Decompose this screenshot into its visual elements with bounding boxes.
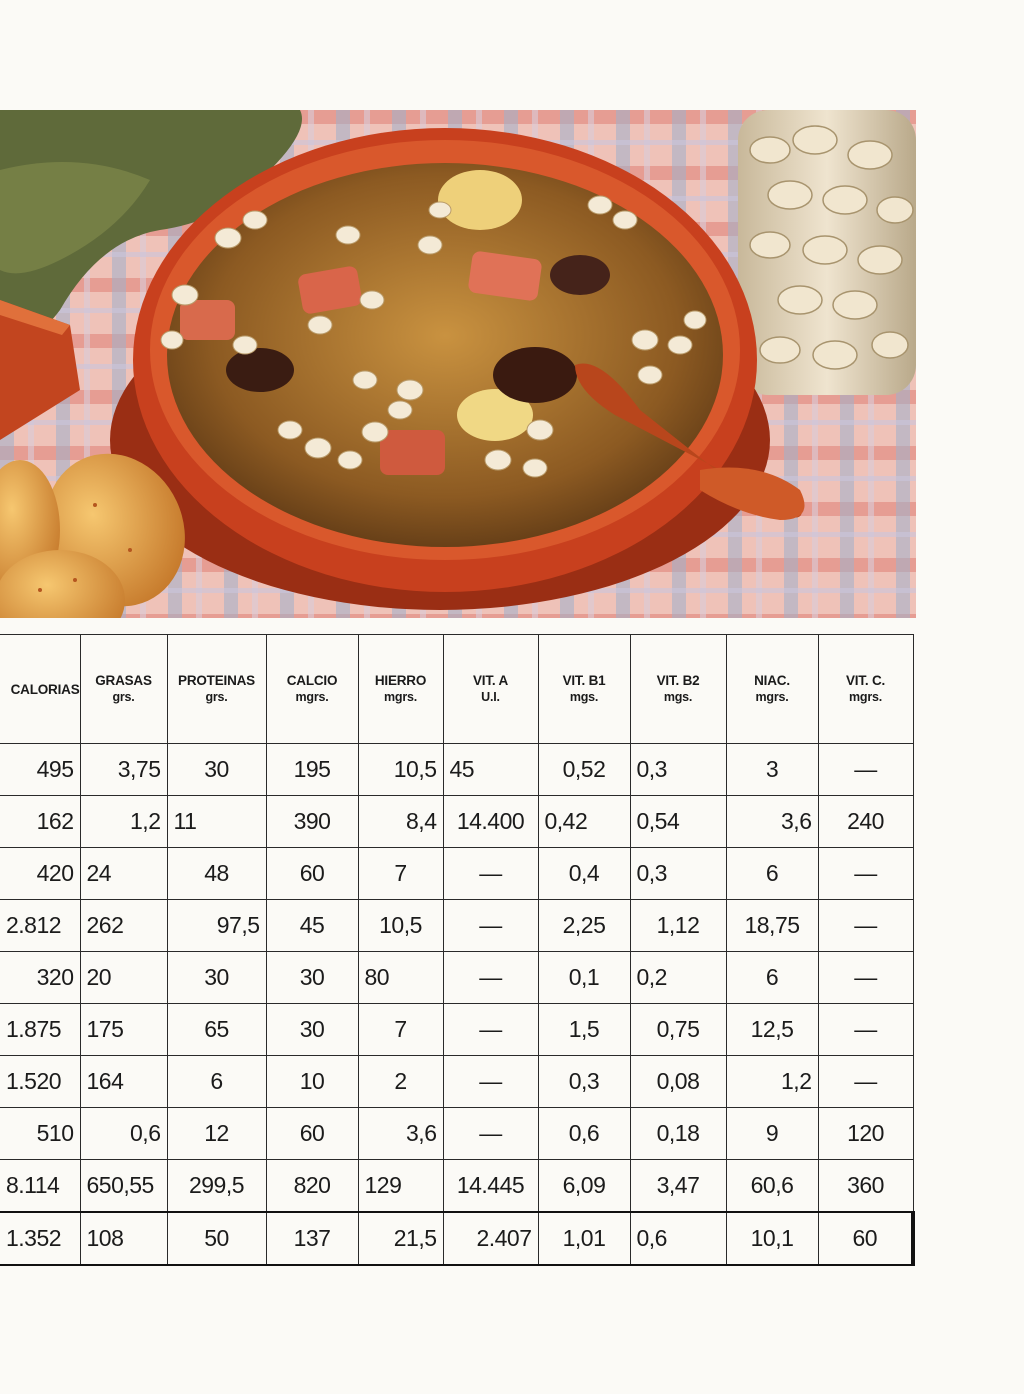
table-cell: 262	[80, 900, 167, 952]
table-row	[0, 1108, 913, 1160]
table-cell: 30	[266, 1004, 358, 1056]
column-header	[0, 635, 80, 744]
table-cell: 0,42	[538, 796, 630, 848]
column-header	[726, 635, 818, 744]
table-cell: 320	[0, 952, 80, 1004]
table-cell: 0,3	[538, 1056, 630, 1108]
table-cell: 0,3	[630, 848, 726, 900]
table-cell: 18,75	[726, 900, 818, 952]
column-header-label: VIT. B1	[562, 673, 606, 688]
table-cell: 7	[358, 1004, 443, 1056]
table-cell: 420	[0, 848, 80, 900]
column-header	[818, 635, 913, 744]
table-cell: —	[443, 1004, 538, 1056]
table-cell: 6	[726, 952, 818, 1004]
table-cell: 12	[167, 1108, 266, 1160]
table-cell: 0,4	[538, 848, 630, 900]
table-cell: 164	[80, 1056, 167, 1108]
table-cell: 10,5	[358, 900, 443, 952]
column-header-label: CALORIAS	[10, 681, 80, 697]
table-cell: 0,6	[80, 1108, 167, 1160]
table-cell: 1,5	[538, 1004, 630, 1056]
column-header-label: CALCIO	[286, 673, 338, 688]
table-cell: 60	[266, 848, 358, 900]
table-cell: —	[443, 1108, 538, 1160]
table-cell: —	[443, 952, 538, 1004]
table-cell: 2.407	[443, 1212, 538, 1265]
table-cell: 7	[358, 848, 443, 900]
table-cell: 8.114	[0, 1160, 80, 1213]
table-cell: 3,47	[630, 1160, 726, 1213]
table-cell: 1,12	[630, 900, 726, 952]
table-cell: —	[818, 900, 913, 952]
table-cell: 11	[167, 796, 266, 848]
table-cell: 820	[266, 1160, 358, 1213]
column-header-unit: grs.	[205, 690, 228, 704]
table-cell: —	[818, 744, 913, 796]
column-header	[266, 635, 358, 744]
column-header-unit: mgs.	[569, 690, 599, 704]
column-header	[80, 635, 167, 744]
table-cell: 0,6	[538, 1108, 630, 1160]
table-cell: 45	[443, 744, 538, 796]
table-cell: 14.445	[443, 1160, 538, 1213]
table-cell: 175	[80, 1004, 167, 1056]
table-cell: 0,2	[630, 952, 726, 1004]
table-cell: 10,1	[726, 1212, 818, 1265]
column-header-label: NIAC.	[754, 673, 790, 688]
table-cell: 30	[266, 952, 358, 1004]
table-cell: 21,5	[358, 1212, 443, 1265]
table-cell: —	[818, 848, 913, 900]
table-cell: —	[818, 1004, 913, 1056]
table-cell: 360	[818, 1160, 913, 1213]
column-header-unit: mgs.	[663, 690, 693, 704]
table-cell: —	[818, 952, 913, 1004]
table-cell: —	[443, 1056, 538, 1108]
column-header	[358, 635, 443, 744]
table-cell: 50	[167, 1212, 266, 1265]
table-cell: 2	[358, 1056, 443, 1108]
table-row	[0, 744, 913, 796]
table-row	[0, 1056, 913, 1108]
column-header-label: HIERRO	[374, 673, 427, 688]
table-cell: 14.400	[443, 796, 538, 848]
table-cell: 30	[167, 952, 266, 1004]
table-cell: 1.520	[0, 1056, 80, 1108]
table-cell: 137	[266, 1212, 358, 1265]
table-cell: 1,01	[538, 1212, 630, 1265]
table-row	[0, 796, 913, 848]
table-cell: 0,3	[630, 744, 726, 796]
table-cell: 108	[80, 1212, 167, 1265]
table-cell: 3,75	[80, 744, 167, 796]
table-cell: 390	[266, 796, 358, 848]
table-cell: 80	[358, 952, 443, 1004]
column-header-label: GRASAS	[95, 673, 152, 688]
table-cell: 60,6	[726, 1160, 818, 1213]
nutrition-table-wrap	[0, 634, 915, 1266]
column-header-unit: mgrs.	[295, 690, 329, 704]
table-cell: 30	[167, 744, 266, 796]
table-cell: —	[443, 848, 538, 900]
table-cell: 0,54	[630, 796, 726, 848]
column-header-unit: mgrs.	[383, 690, 418, 704]
table-cell: 6	[726, 848, 818, 900]
table-cell: 0,08	[630, 1056, 726, 1108]
table-cell: 0,52	[538, 744, 630, 796]
table-cell: 48	[167, 848, 266, 900]
column-header	[538, 635, 630, 744]
column-header	[443, 635, 538, 744]
table-cell: 6	[167, 1056, 266, 1108]
table-cell: 3,6	[358, 1108, 443, 1160]
table-cell: 3,6	[726, 796, 818, 848]
table-cell: 0,1	[538, 952, 630, 1004]
table-cell: 0,6	[630, 1212, 726, 1265]
table-row	[0, 1160, 913, 1213]
table-cell: 1.352	[0, 1212, 80, 1265]
table-row	[0, 1212, 913, 1265]
table-cell: 299,5	[167, 1160, 266, 1213]
table-cell: 8,4	[358, 796, 443, 848]
table-cell: 20	[80, 952, 167, 1004]
column-header	[630, 635, 726, 744]
table-row	[0, 1004, 913, 1056]
table-cell: 1,2	[726, 1056, 818, 1108]
table-cell: 10,5	[358, 744, 443, 796]
column-header-unit: mgrs.	[848, 690, 883, 704]
table-cell: 97,5	[167, 900, 266, 952]
column-header-label: PROTEINAS	[178, 673, 255, 688]
table-cell: 129	[358, 1160, 443, 1213]
table-header-row	[0, 635, 913, 744]
table-cell: 495	[0, 744, 80, 796]
column-header-unit: mgrs.	[755, 690, 789, 704]
table-cell: 2.812	[0, 900, 80, 952]
table-cell: —	[443, 900, 538, 952]
table-row	[0, 900, 913, 952]
table-cell: 162	[0, 796, 80, 848]
table-cell: 60	[266, 1108, 358, 1160]
stew-photo	[0, 110, 916, 618]
table-cell: 1,2	[80, 796, 167, 848]
table-cell: 9	[726, 1108, 818, 1160]
column-header	[167, 635, 266, 744]
table-cell: 60	[818, 1212, 913, 1265]
table-cell: 650,55	[80, 1160, 167, 1213]
table-cell: 195	[266, 744, 358, 796]
table-cell: 24	[80, 848, 167, 900]
table-cell: 6,09	[538, 1160, 630, 1213]
table-cell: 510	[0, 1108, 80, 1160]
table-cell: 65	[167, 1004, 266, 1056]
column-header-label: VIT. C.	[845, 673, 886, 688]
column-header-unit: grs.	[112, 690, 135, 704]
table-row	[0, 848, 913, 900]
table-cell: 3	[726, 744, 818, 796]
table-cell: 240	[818, 796, 913, 848]
column-header-label: VIT. A	[472, 673, 509, 688]
table-cell: 10	[266, 1056, 358, 1108]
table-cell: 0,75	[630, 1004, 726, 1056]
table-cell: 120	[818, 1108, 913, 1160]
column-header-label: VIT. B2	[656, 673, 700, 688]
table-cell: 0,18	[630, 1108, 726, 1160]
column-header-unit: U.I.	[481, 690, 500, 704]
table-row	[0, 952, 913, 1004]
table-cell: 12,5	[726, 1004, 818, 1056]
table-cell: 2,25	[538, 900, 630, 952]
table-cell: —	[818, 1056, 913, 1108]
table-cell: 45	[266, 900, 358, 952]
table-cell: 1.875	[0, 1004, 80, 1056]
nutrition-table	[0, 634, 915, 1266]
